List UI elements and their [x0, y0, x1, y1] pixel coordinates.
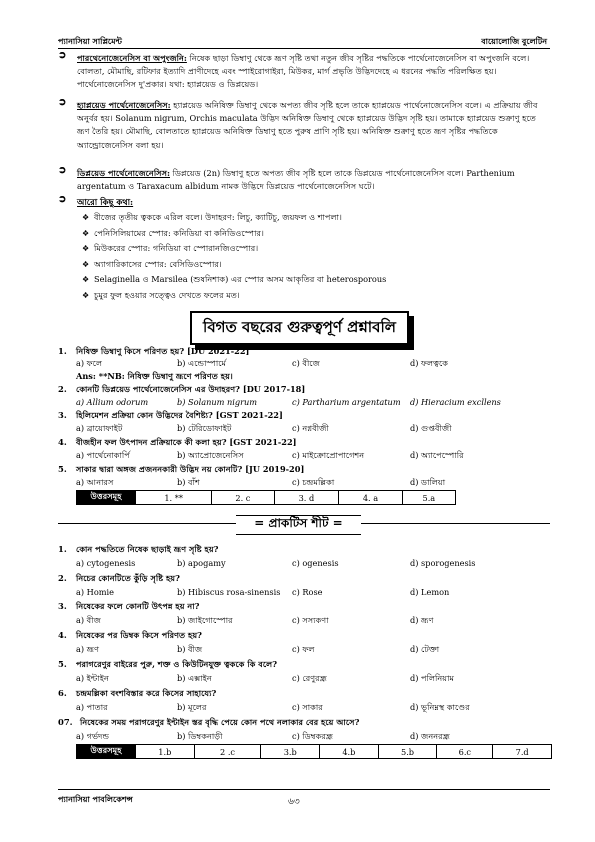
option: a) পার্থেনোকার্পি [76, 450, 130, 460]
option: d) ফলত্বকে [410, 358, 448, 368]
option: c) রেণুরন্ধ্র [292, 673, 327, 683]
note-diploid: ডিপ্লয়েড পার্থেনোজেনেসিস: ডিপ্লয়েড (2n) ডিম্বাণু হতে অপত্য জীব সৃষ্টি হলে তাকে ডিপ্লয়েড পার্থেনোজেনেসিস বলে। Parthenium argentatum ও Taraxacum albidum নামক উদ্ভিদে ডিপ্লয়েড পার্থেনোজেনেসিস ঘটে। [77, 168, 515, 192]
answer-cell: 5.b [378, 745, 437, 759]
diamond-bullet-icon: ❖ [82, 259, 90, 269]
option: d) অ্যাপেস্পোরি [410, 450, 464, 460]
option: c) সস্যকণা [292, 615, 329, 625]
option: a) ইন্টাইন [76, 673, 109, 683]
option: c) চন্দ্রমল্লিকা [292, 477, 335, 487]
diamond-bullet-icon: ❖ [82, 275, 90, 284]
answer-cell: 4.b [320, 745, 379, 759]
option: c) মাইক্রোপ্রোপাগেশন [292, 450, 365, 460]
question-number: 1. [58, 346, 67, 356]
question-text: সাকার দ্বারা অঙ্গজ প্রজননকারী উদ্ভিদ নয় কোনটি? [JU 2019-20] [76, 464, 305, 474]
answer-cell: 3. d [274, 491, 339, 505]
diamond-bullet-icon: ❖ [82, 290, 90, 300]
list-item: ❖ অ্যাগারিকাসের স্পোর: বেসিডিওস্পোর। [82, 257, 386, 273]
question-number: 5. [58, 464, 67, 474]
footer-rule [58, 789, 550, 790]
question-number: 2. [58, 384, 67, 394]
option: d) Hieracium excllens [410, 397, 501, 407]
footer-publisher: প্যানাসিয়া পাবলিকেশন্স [58, 794, 133, 804]
option: b) বাঁশ [177, 477, 200, 487]
header-left: প্যানাসিয়া সাপ্লিমেন্ট [58, 36, 122, 46]
practice-title: = প্রাকটিস শীট = [236, 515, 361, 535]
more-title: আরো কিছু কথা: [77, 197, 134, 207]
list-item: ❖ Selaginella ও Marsilea (শুষনিশাক) এর স্পোর অসম আকৃতির বা heterosporous [82, 272, 386, 288]
option: d) sporogenesis [410, 558, 476, 568]
question-text: পরাগরেণুর বাইরের পুরু, শক্ত ও কিউটিনযুক্ত ত্বককে কি বলে? [76, 659, 278, 669]
question-text: নিষেকের সময় পরাগরেণুর ইন্টাইন স্তর বৃদ্ধি পেয়ে কোন পথে নলাকার বের হয়ে আসে? [80, 717, 360, 727]
option: b) এক্সাইন [177, 673, 212, 683]
option: c) Partharium argentatum [292, 397, 401, 407]
diamond-bullet-icon: ❖ [82, 244, 90, 253]
diamond-bullet-icon: ❖ [82, 228, 90, 238]
option: b) ডিম্বকনাড়ী [177, 731, 223, 741]
question-text: চন্দ্রমল্লিকা বংশবিস্তার করে কিসের সাহায্যে? [76, 688, 217, 698]
answer-cell: 6.c [437, 745, 493, 759]
option: a) আনারস [76, 477, 114, 487]
page-number: ৬৩ [288, 797, 300, 807]
answer-cell: 5.a [402, 491, 455, 505]
option: a) cytogenesis [76, 558, 136, 568]
answer-cell: 4. a [339, 491, 402, 505]
option: b) Hibiscus rosa-sinensis [177, 587, 281, 597]
header-right: বায়োলোজি বুলেটিন [481, 36, 547, 46]
option: b) Solanum nigrum [177, 397, 258, 407]
option: a) ব্রায়োফাইট [76, 423, 123, 433]
option: b) apogamy [177, 558, 226, 568]
note-parthenogenesis: পারথেনোজেনেসিস বা অপুংজনি: নিষেক ছাড়া ডিম্বাণু থেকে ভ্রূণ সৃষ্টি তথা নতুন জীব সৃষ্টির পদ্ধতিকে পার্থেনোজেনেসিস বা অপুংজনি বলে। বোলতা, মৌমাছি, রটিফার ইত্যাদি প্রাণীদেহে এবং স্পাইরোগাইরা, মিউকর, মার্গ প্রভৃতি উদ্ভিদদেহে এ ধরনের পদ্ধতি পরিলক্ষিত হয়। পার্থেনোজেনেসিস দু'প্রকার। যথা: হ্যাপ্লয়েড ও ডিপ্লয়েড। [77, 53, 530, 90]
option: c) নগ্নবীজী [292, 423, 329, 433]
question-text: নিষিক্ত ডিম্বাণু কিসে পরিণত হয়? [DU 2021-22] [76, 346, 250, 356]
more-list [82, 210, 386, 303]
option: a) Allium odorum [76, 397, 149, 407]
option: d) ভ্রূণ [410, 615, 434, 625]
list-item: ❖ পেনিসিলিয়ামের স্পোর: কনিডিয়া বা কনিডিওস্পোর। [82, 226, 386, 242]
option: d) গুপ্তবীজী [410, 423, 452, 433]
option: d) Lemon [410, 587, 450, 597]
option: b) অ্যাপ্রোজেনেসিস [177, 450, 244, 460]
answer-cell: 7.d [493, 745, 552, 759]
past-questions-banner: বিগত বছরের গুরুত্বপূর্ণ প্রশ্নাবলি [190, 311, 409, 345]
question-number: 3. [58, 601, 67, 611]
note-haploid: হ্যাপ্লয়েড পার্থেনোজেনেসিস: হ্যাপ্লয়েড অনিষিক্ত ডিম্বাণু থেকে অপত্য জীব সৃষ্টি হলে তাকে হ্যাপ্লয়েড পার্থেনোজেনেসিস বলে। এ প্রক্রিয়ায় জীব অনুর্বর হয়। Solanum nigrum, Orchis maculata উদ্ভিদ অনিষিক্ত ডিম্বাণু থেকে হ্যাপ্লয়েড উদ্ভিদ সৃষ্টি হয়। তামাকে হ্যাপ্লয়েড শুক্রাণু হতে ভ্রূণ তৈরি হয়। মৌমাছি, বোলতাতে হ্যাপ্লয়েড অনিষিক্ত ডিম্বাণু হতে পুরুষ প্রাণি সৃষ্টি হয়। অনিষিক্ত শুক্রাণু হতে ভ্রূণ সৃষ্টির পদ্ধতিকে অ্যান্ড্রোজেনেসিস বলা হয়। [77, 100, 538, 150]
question-number: 07. [58, 717, 73, 727]
option: a) Homie [76, 587, 114, 597]
option: b) মূলের [177, 702, 207, 712]
list-item: ❖ মিউকরের স্পোর: গনিডিয়া বা স্পোরানজিওস্পোর। [82, 241, 386, 257]
answer-note: Ans: **NB: নিষিক্ত ডিম্বাণু ভ্রূণে পরিণত হয়। [76, 371, 233, 381]
header-rule [58, 48, 550, 49]
arrow-bullet-icon: ➲ [58, 50, 67, 61]
question-number: 1. [58, 544, 67, 554]
arrow-bullet-icon: ➲ [58, 165, 67, 176]
option: d) পলিনিয়াম [410, 673, 455, 683]
question-number: 2. [58, 573, 67, 583]
question-number: 6. [58, 688, 67, 698]
arrow-bullet-icon: ➲ [58, 194, 67, 205]
option: d) জননরন্ধ্র [410, 731, 450, 741]
option: c) Rose [292, 587, 323, 597]
option: c) ডিম্বকরন্ধ্র [292, 731, 334, 741]
past-answers-table [76, 490, 456, 505]
option: c) সাকার [292, 702, 323, 712]
practice-answers-table [76, 744, 552, 759]
option: c) ফল [292, 644, 315, 654]
diamond-bullet-icon: ❖ [82, 213, 90, 222]
option: a) পাতার [76, 702, 108, 712]
option: a) ফলে [76, 358, 103, 368]
answer-cell: 2. c [212, 491, 274, 505]
question-text: নিষেকের পর ডিম্বক কিসে পরিণত হয়? [76, 630, 202, 640]
answer-cell: 1.b [136, 745, 195, 759]
answer-cell: 3.b [261, 745, 320, 759]
answer-cell: 1. ** [136, 491, 212, 505]
option: b) জাইগোস্পোর [177, 615, 233, 625]
option: c) বীজে [292, 358, 320, 368]
answers-label: উত্তরসমূহ [77, 745, 136, 759]
question-number: 5. [58, 659, 67, 669]
answers-label: উত্তরসমূহ [77, 491, 136, 505]
option: d) ভূনিম্নস্থ কাণ্ডের [410, 702, 470, 712]
option: d) টেক্তা [410, 644, 440, 654]
question-number: 4. [58, 630, 67, 640]
question-number: 3. [58, 410, 67, 420]
option: b) এন্ডোস্পার্মে [177, 358, 227, 368]
question-text: কোন পদ্ধতিতে নিষেক ছাড়াই ভ্রূণ সৃষ্টি হয়? [76, 544, 219, 554]
question-number: 4. [58, 437, 67, 447]
question-text: বীজহীন ফল উৎপাদন প্রক্রিয়াকে কী কলা হয়? [GST 2021-22] [76, 437, 297, 447]
option: a) ভ্রূণ [76, 644, 100, 654]
answer-cell: 2 .c [194, 745, 261, 759]
option: a) গর্ভদন্ড [76, 731, 109, 741]
option: c) ogenesis [292, 558, 339, 568]
question-text: নিচের কোনটিতে কুঁড়ি সৃষ্টি হয়? [76, 573, 180, 583]
question-text: হিলিমেশন প্রক্রিয়া কোন উদ্ভিদের বৈশিষ্ট্য? [GST 2021-22] [76, 410, 283, 420]
option: b) টেরিডোফাইট [177, 423, 232, 433]
question-text: কোনটি ডিপ্লয়েড পার্থেনোজেনেসিস এর উদাহরণ? [DU 2017-18] [76, 384, 306, 394]
arrow-bullet-icon: ➲ [58, 97, 67, 108]
option: b) বীজ [177, 644, 203, 654]
question-text: নিষেকের ফলে কোনটি উৎপন্ন হয় না? [76, 601, 200, 611]
option: d) ডালিয়া [410, 477, 446, 487]
option: a) বীজ [76, 615, 101, 625]
list-item: ❖ চুমুর ফুল হওয়ার সত্ত্বেও দেখতে ফলের মত। [82, 288, 386, 304]
list-item: ❖ বীজের তৃতীয় ত্বককে এরিল বলে। উদাহরণ: লিচু, ক্যাটিচু, জয়ফল ও শাপলা। [82, 210, 386, 226]
